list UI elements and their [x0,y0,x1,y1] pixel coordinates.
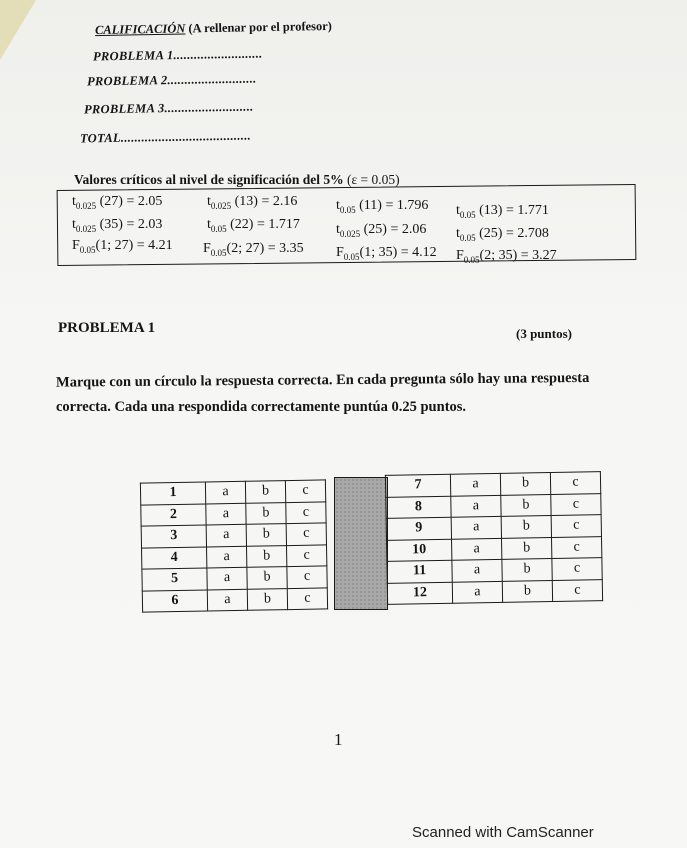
option-c[interactable]: c [287,587,327,609]
option-c[interactable]: c [550,472,600,494]
problem-1-points: (3 puntos) [516,326,572,341]
critical-value: $F_{0.05}(2$; 35) = 3.27 [456,248,557,265]
option-a[interactable]: a [451,516,501,538]
question-number: 2 [141,503,206,526]
option-c[interactable]: c [551,536,601,558]
grading-title [95,19,332,38]
problem-1-title: PROBLEMA 1 [58,320,156,336]
option-b[interactable]: b [247,567,287,589]
table-row [387,579,602,604]
question-number: 5 [142,568,207,591]
option-b[interactable]: b [501,537,551,559]
question-number: 11 [387,560,452,583]
option-a[interactable]: a [206,503,246,525]
grading-row-problem-3: PROBLEMA 3.......................... [83,99,254,117]
option-a[interactable]: a [452,559,502,581]
table-row [142,587,327,612]
question-number: 8 [386,496,451,519]
question-number: 9 [386,517,451,540]
question-number: 10 [387,539,452,562]
question-number: 4 [142,546,207,569]
grading-row-problem-1: PROBLEMA 1.......................... [92,46,263,64]
critical-value: $t_{0.05}$ (13) = 1.771 [456,203,549,220]
option-b[interactable]: b [501,515,551,537]
question-number: 7 [385,474,450,497]
critical-value: $F_{0.05}(2$; 27) = 3.35 [203,241,304,258]
option-b[interactable]: b [500,473,550,495]
option-b[interactable]: b [246,524,286,546]
question-number: 12 [387,582,452,605]
option-b[interactable]: b [246,502,286,524]
answer-grid-right [385,471,603,605]
instructions-line-2: correcta. Cada una respondida correctamente puntúa 0.25 puntos. [56,399,467,415]
critical-value: $F_{0.05}(1$; 35) = 4.12 [336,245,437,262]
option-a[interactable]: a [205,481,245,503]
option-c[interactable]: c [552,558,602,580]
critical-values-heading: Valores críticos al nivel de significación del 5% [74,172,344,187]
option-c[interactable]: c [551,515,601,537]
option-a[interactable]: a [451,495,501,517]
critical-value: $F_{0.05}(1$; 27) = 4.21 [72,238,173,255]
option-a[interactable]: a [450,473,500,495]
critical-values-title [74,172,400,188]
answer-grid-left [140,479,328,612]
option-b[interactable]: b [502,558,552,580]
option-c[interactable]: c [551,493,601,515]
critical-value: $t_{0.05}$ (22) = 1.717 [207,217,300,234]
option-a[interactable]: a [207,567,247,589]
option-c[interactable]: c [286,501,326,523]
option-a[interactable]: a [452,581,502,603]
significance-epsilon: (ε = 0.05) [347,172,400,187]
option-c[interactable]: c [285,480,325,502]
option-b[interactable]: b [246,545,286,567]
option-b[interactable]: b [501,494,551,516]
grading-title-note: (A rellenar por el profesor) [188,18,333,36]
option-a[interactable]: a [207,589,247,611]
critical-value: $t_{0.025}$ (27) = 2.05 [72,194,163,211]
option-b[interactable]: b [247,588,287,610]
option-a[interactable]: a [452,538,502,560]
critical-value: $t_{0.05}$ (25) = 2.708 [456,226,549,243]
option-c[interactable]: c [286,523,326,545]
option-c[interactable]: c [552,579,602,601]
instructions-line-1: Marque con un círculo la respuesta correcta. En cada pregunta sólo hay una respuesta [55,369,590,391]
critical-value: $t_{0.025}$ (35) = 2.03 [72,217,163,234]
option-b[interactable]: b [502,580,552,602]
page-number: 1 [334,730,343,749]
option-a[interactable]: a [207,546,247,568]
option-c[interactable]: c [287,566,327,588]
question-number: 6 [142,589,207,612]
question-number: 3 [141,525,206,548]
option-b[interactable]: b [245,481,285,503]
critical-value: $t_{0.025}$ (25) = 2.06 [336,222,427,239]
question-number: 1 [140,482,205,505]
option-c[interactable]: c [286,544,326,566]
grading-title-label: CALIFICACIÓN [94,21,186,38]
scanner-watermark: Scanned with CamScanner [412,824,594,841]
page-corner [0,0,36,60]
option-a[interactable]: a [206,524,246,546]
answer-grid-separator [334,477,388,610]
grading-row-total: TOTAL...................................... [79,128,252,146]
grading-row-problem-2: PROBLEMA 2.......................... [86,71,257,89]
critical-value: $t_{0.05}$ (11) = 1.796 [336,198,429,215]
critical-value: $t_{0.025}$ (13) = 2.16 [207,194,298,211]
